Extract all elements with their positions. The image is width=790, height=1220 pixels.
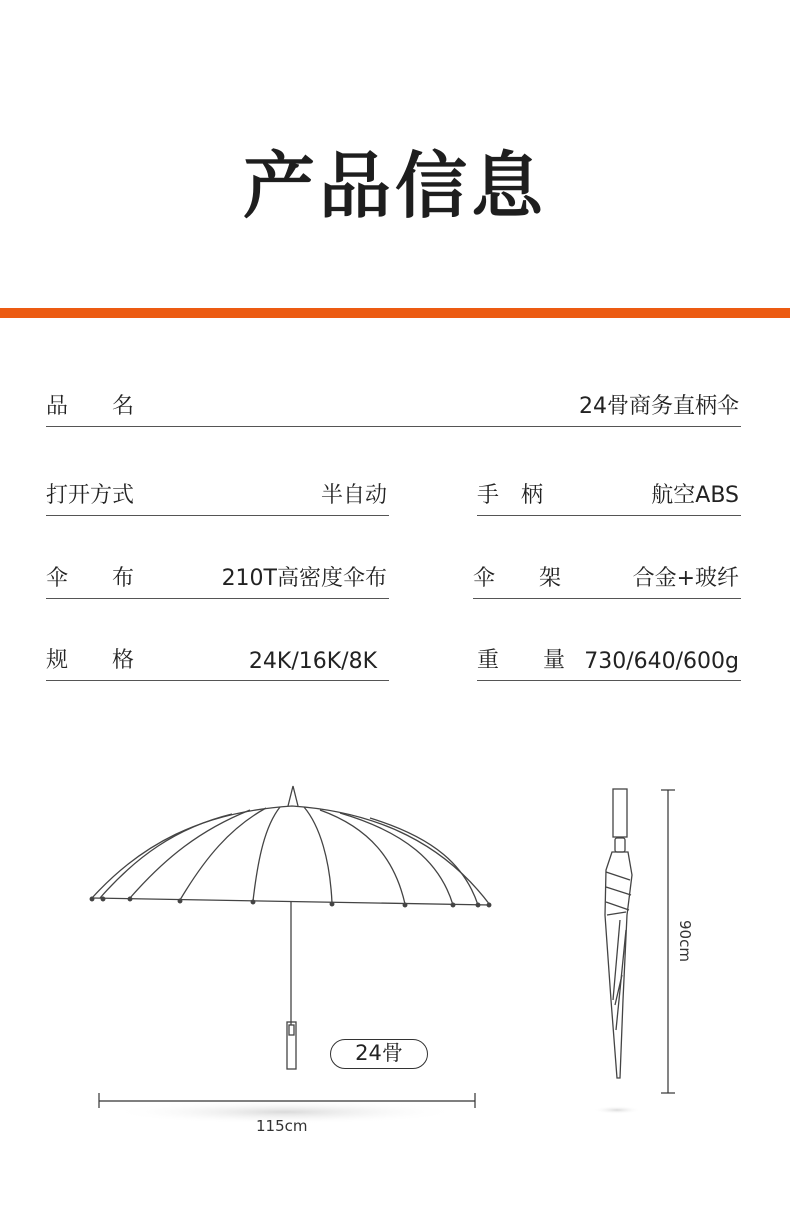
spec-value-cloth: 210T高密度伞布 — [221, 566, 387, 591]
height-dimension-line — [661, 790, 675, 1093]
spec-label-size: 规 格 — [46, 648, 135, 673]
spec-label-cloth: 伞 布 — [46, 566, 135, 591]
width-label: 115cm — [256, 1117, 308, 1135]
height-label: 90cm — [676, 920, 694, 962]
spec-label-name: 品 名 — [46, 394, 135, 419]
page-title: 产品信息 — [242, 144, 547, 228]
spec-value-weight: 730/640/600g — [584, 649, 739, 674]
spec-label-weight: 重 量 — [477, 648, 566, 673]
open-umbrella-icon — [90, 786, 491, 1124]
closed-umbrella-icon — [593, 789, 641, 1114]
spec-label-open: 打开方式 — [46, 483, 135, 508]
spec-value-handle: 航空ABS — [651, 483, 739, 508]
spec-value-name: 24骨商务直柄伞 — [579, 394, 739, 419]
spec-value-size: 24K/16K/8K — [248, 649, 377, 674]
spec-value-open: 半自动 — [320, 483, 387, 508]
spec-value-frame: 合金+玻纤 — [632, 566, 739, 591]
rib-count-badge: 24骨 — [330, 1039, 428, 1069]
spec-label-handle: 手 柄 — [477, 483, 544, 508]
spec-label-frame: 伞 架 — [473, 566, 562, 591]
